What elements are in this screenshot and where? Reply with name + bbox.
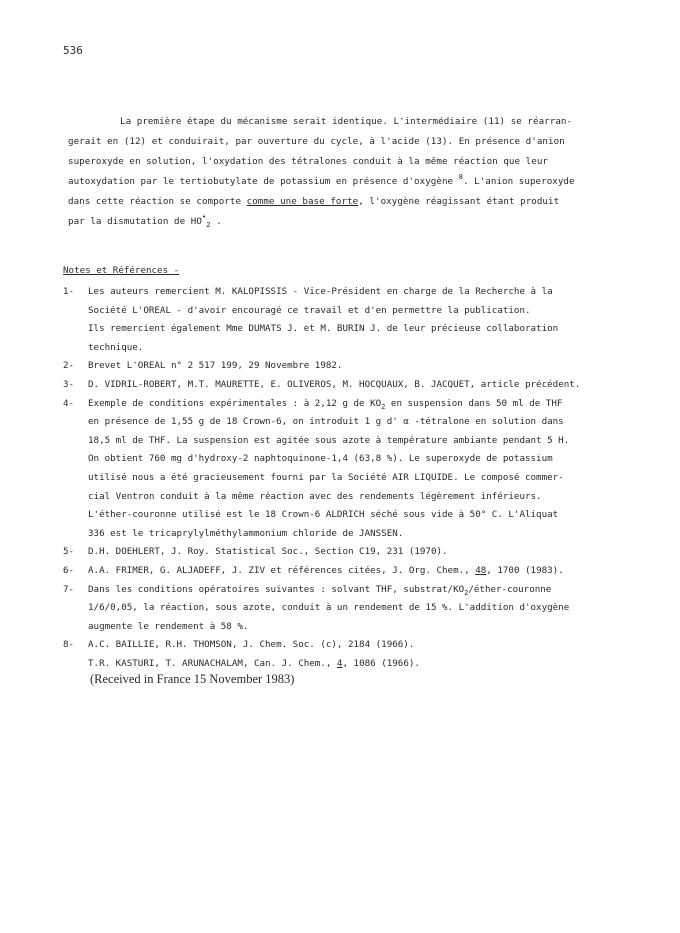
note-item	[63, 395, 643, 544]
subscript: 2	[381, 402, 386, 411]
text-run: , 1700 (1983).	[486, 564, 564, 576]
note-number: 1-	[63, 286, 75, 297]
note-item	[63, 543, 643, 562]
text-run: , 1086 (1966).	[342, 657, 420, 669]
paragraph-line: superoxyde en solution, l'oxydation des tétralones conduit à la même réaction que leur	[68, 156, 548, 167]
text-run: par la dismutation de HO	[68, 216, 202, 227]
note-line	[88, 581, 643, 600]
note-line: D.H. DOEHLERT, J. Roy. Statistical Soc., Section C19, 231 (1970).	[88, 546, 448, 558]
text-run: T.R. KASTURI, T. ARUNACHALAM, Can. J. Chem.,	[88, 657, 337, 669]
note-number: 4-	[63, 397, 75, 409]
note-text	[88, 581, 643, 637]
text-run: en suspension dans 50 ml de THF	[385, 397, 563, 409]
text-run: . L'anion superoxyde	[462, 176, 575, 187]
note-item	[63, 636, 643, 673]
note-number: 8-	[63, 639, 75, 651]
text-run: autoxydation par le tertiobutylate de potassium en présence d'oxygène	[68, 176, 459, 187]
note-number: 5-	[63, 546, 75, 558]
note-number: 2-	[63, 360, 75, 372]
note-item	[63, 376, 643, 395]
note-text	[88, 357, 643, 376]
note-line: 1/6/0,05, la réaction, sous azote, conduit à un rendement de 15 %. L'addition d'oxygène	[88, 602, 570, 614]
text-run: Dans les conditions opératoires suivantes : solvant THF, substrat/KO	[88, 583, 465, 595]
note-text	[88, 395, 643, 544]
paragraph-line: La première étape du mécanisme serait identique. L'intermédiaire (11) se réarran-	[120, 116, 573, 127]
body-paragraph	[68, 112, 628, 232]
text-run: dans cette réaction se comporte	[68, 196, 247, 207]
note-line: technique.	[88, 341, 144, 353]
note-item	[63, 562, 643, 581]
note-line: D. VIDRIL-ROBERT, M.T. MAURETTE, E. OLIVEROS, M. HOCQUAUX, B. JACQUET, article précédent.	[88, 378, 581, 390]
paragraph-line: gerait en (12) et conduirait, par ouverture du cycle, à l'acide (13). En présence d'anion	[68, 136, 565, 147]
note-item	[63, 283, 643, 357]
note-number: 7-	[63, 583, 75, 595]
text-run: /éther-couronne	[468, 583, 552, 595]
received-date: (Received in France 15 November 1983)	[90, 672, 295, 686]
notes-list	[63, 283, 643, 673]
notes-heading: Notes et Références -	[63, 265, 180, 276]
subscript: 2	[206, 221, 211, 229]
paragraph-line	[68, 212, 628, 232]
note-line: On obtient 760 mg d'hydroxy-2 naphtoquinone-1,4 (63,8 %). Le superoxyde de potassium	[88, 453, 553, 465]
note-line	[88, 562, 643, 581]
subscript: 2	[464, 588, 469, 597]
note-text	[88, 562, 643, 581]
note-line: augmente le rendement à 58 %.	[88, 620, 249, 632]
note-line: L'éther-couronne utilisé est le 18 Crown-6 ALDRICH séché sous vide à 50° C. L'Aliquat	[88, 509, 559, 521]
text-run: .	[210, 216, 222, 227]
note-line: 18,5 ml de THF. La suspension est agitée sous azote à température ambiante pendant 5 H.	[88, 434, 570, 446]
note-text	[88, 283, 643, 357]
reference-superscript: 8	[458, 173, 463, 181]
paragraph-line	[68, 192, 628, 212]
text-run: , l'oxygène réagissant étant produit	[358, 196, 560, 207]
note-line: Ils remercient également Mme DUMATS J. et M. BURIN J. de leur précieuse collaboration	[88, 323, 559, 335]
note-line: Société L'OREAL - d'avoir encouragé ce travail et d'en permettre la publication.	[88, 304, 531, 316]
note-line: cial Ventron conduit à la même réaction avec des rendements légèrement inférieurs.	[88, 490, 542, 502]
note-item	[63, 581, 643, 637]
note-text	[88, 376, 643, 395]
underlined-phrase: comme une base forte	[246, 196, 359, 207]
note-item	[63, 357, 643, 376]
note-line: utilisé nous a été gracieusement fourni par la Société AIR LIQUIDE. Le composé commer-	[88, 471, 564, 483]
note-line	[88, 395, 643, 414]
note-line: 336 est le tricaprylylméthylammonium chloride de JANSSEN.	[88, 527, 404, 539]
note-line: Brevet L'OREAL n° 2 517 199, 29 Novembre 1982.	[88, 360, 343, 372]
radical-dot: •	[201, 213, 207, 221]
note-number: 3-	[63, 378, 75, 390]
page-number: 536	[63, 44, 83, 57]
note-text	[88, 543, 643, 562]
note-line: Les auteurs remercient M. KALOPISSIS - Vice-Président en charge de la Recherche à la	[88, 286, 553, 297]
text-run: A.A. FRIMER, G. ALJADEFF, J. ZIV et références citées, J. Org. Chem.,	[88, 564, 476, 576]
note-line	[88, 655, 643, 674]
volume-number: 48	[475, 564, 487, 576]
paragraph-line	[68, 172, 628, 192]
note-number: 6-	[63, 564, 75, 576]
volume-number: 4	[336, 657, 343, 669]
note-text	[88, 636, 643, 673]
note-line: en présence de 1,55 g de 18 Crown-6, on introduit 1 g d' α -tétralone en solution dans	[88, 416, 564, 428]
note-line: A.C. BAILLIE, R.H. THOMSON, J. Chem. Soc. (c), 2184 (1966).	[88, 639, 415, 651]
text-run: Exemple de conditions expérimentales : à 2,12 g de KO	[88, 397, 382, 409]
